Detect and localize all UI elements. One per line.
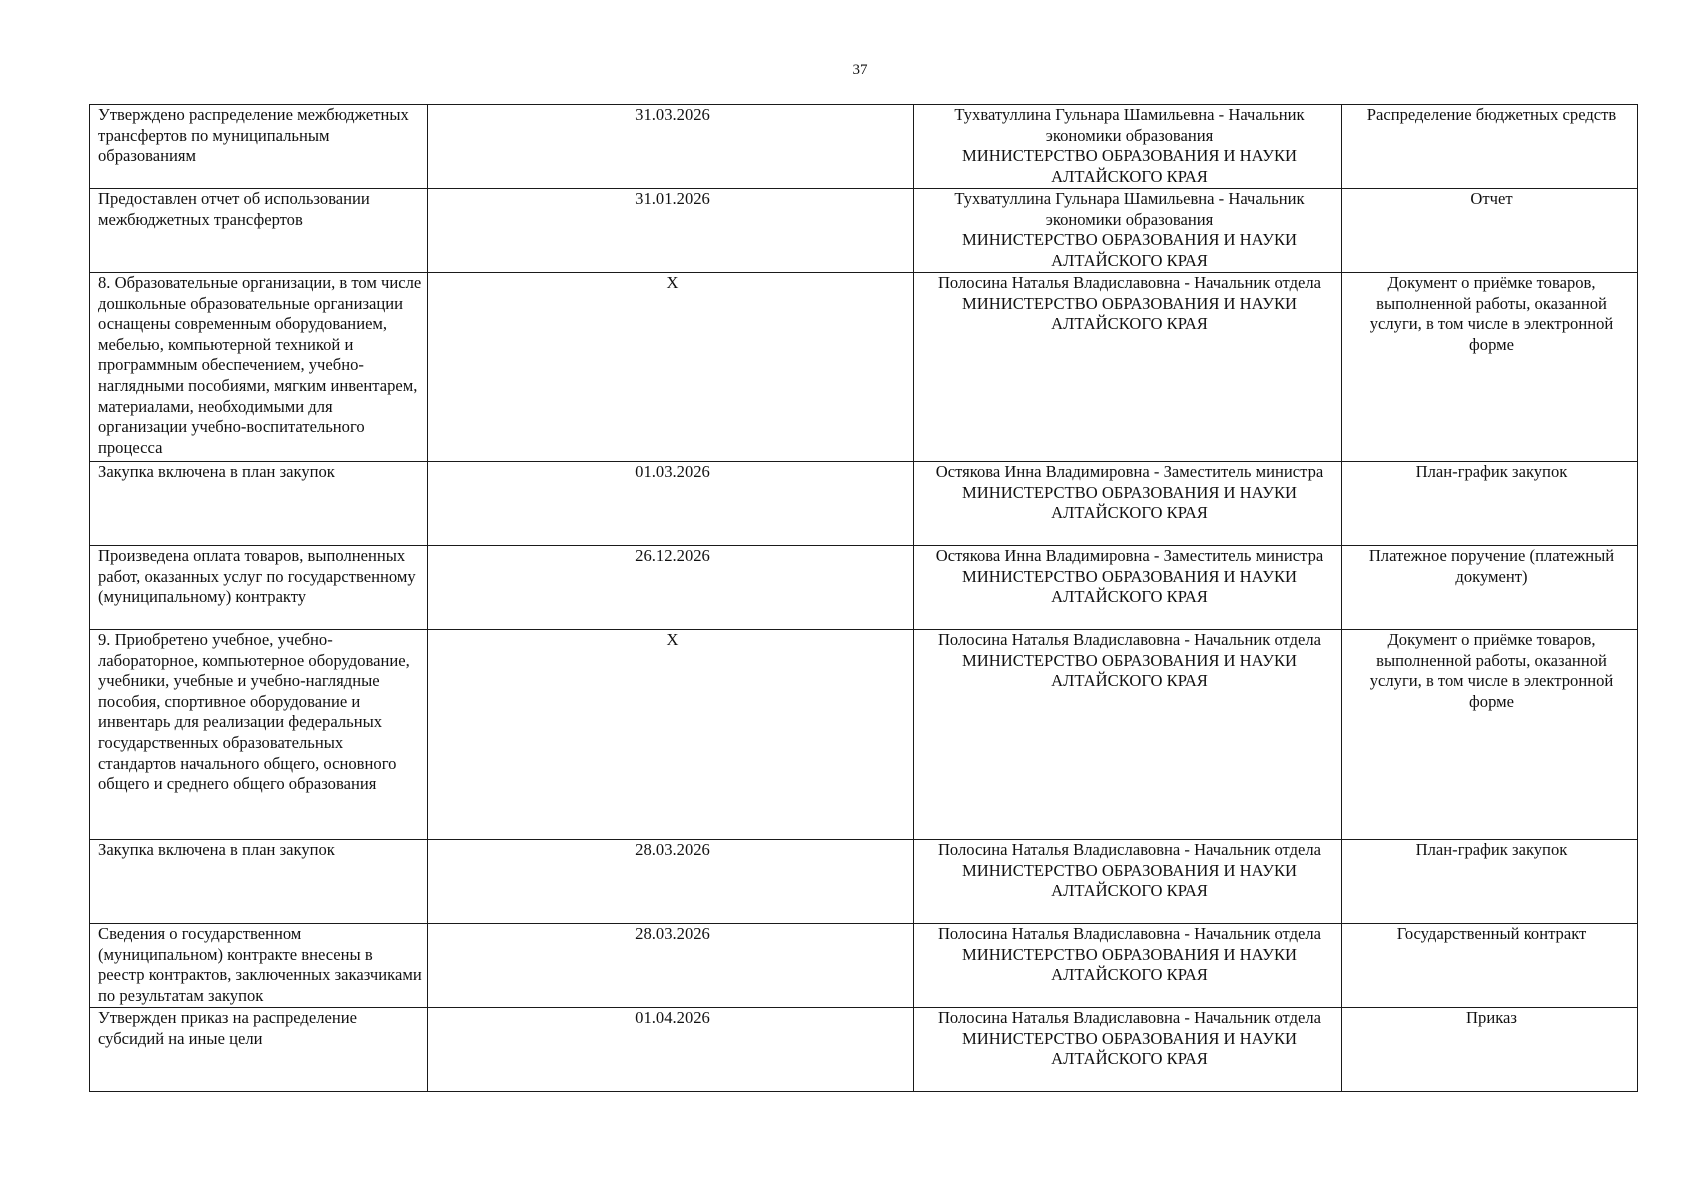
responsible-person: Полосина Наталья Владиславовна - Начальник отдела — [937, 630, 1322, 649]
document-cell: Государственный контракт — [1342, 924, 1638, 1008]
document-cell: План-график закупок — [1342, 840, 1638, 924]
event-cell: Предоставлен отчет об использовании межбюджетных трансфертов — [90, 189, 428, 273]
responsible-person: Остякова Инна Владимировна - Заместитель министра — [935, 462, 1324, 481]
responsible-organization: МИНИСТЕРСТВО ОБРАЗОВАНИЯ И НАУКИ АЛТАЙСКОГО КРАЯ — [962, 482, 1297, 523]
event-cell: Закупка включена в план закупок — [90, 840, 428, 924]
table-row — [90, 1008, 1638, 1092]
document-cell: Документ о приёмке товаров, выполненной работы, оказанной услуги, в том числе в электронной форме — [1342, 630, 1638, 840]
table-row — [90, 189, 1638, 273]
responsible-organization: МИНИСТЕРСТВО ОБРАЗОВАНИЯ И НАУКИ АЛТАЙСКОГО КРАЯ — [962, 293, 1297, 334]
responsible-organization: МИНИСТЕРСТВО ОБРАЗОВАНИЯ И НАУКИ АЛТАЙСКОГО КРАЯ — [962, 146, 1297, 186]
page-number: 37 — [852, 62, 868, 78]
event-cell: 9. Приобретено учебное, учебно-лабораторное, компьютерное оборудование, учебники, учебные и учебно-наглядные пособия, спортивное оборудование и инвентарь для реализации федеральных государственных образовательных стандартов начального общего, основного общего и среднего общего образования — [90, 630, 428, 840]
table-row — [90, 924, 1638, 1008]
responsible-organization: МИНИСТЕРСТВО ОБРАЗОВАНИЯ И НАУКИ АЛТАЙСКОГО КРАЯ — [962, 860, 1297, 901]
responsible-cell — [914, 630, 1342, 840]
responsible-cell — [914, 273, 1342, 462]
responsible-cell — [914, 105, 1342, 189]
responsible-organization: МИНИСТЕРСТВО ОБРАЗОВАНИЯ И НАУКИ АЛТАЙСКОГО КРАЯ — [962, 944, 1297, 985]
responsible-organization: МИНИСТЕРСТВО ОБРАЗОВАНИЯ И НАУКИ АЛТАЙСКОГО КРАЯ — [962, 230, 1297, 270]
date-cell: 31.03.2026 — [428, 105, 914, 189]
document-cell: План-график закупок — [1342, 462, 1638, 546]
responsible-cell — [914, 546, 1342, 630]
responsible-person: Тухватуллина Гульнара Шамильевна - Начальник экономики образования — [954, 189, 1305, 229]
responsible-cell — [914, 189, 1342, 273]
responsible-person: Полосина Наталья Владиславовна - Начальник отдела — [937, 1008, 1322, 1027]
event-cell: Утвержден приказ на распределение субсидий на иные цели — [90, 1008, 428, 1092]
table-row — [90, 273, 1638, 462]
responsible-person: Тухватуллина Гульнара Шамильевна - Начальник экономики образования — [954, 105, 1305, 145]
responsible-person: Полосина Наталья Владиславовна - Начальник отдела — [937, 924, 1322, 943]
responsible-cell — [914, 462, 1342, 546]
document-cell: Приказ — [1342, 1008, 1638, 1092]
date-cell: 28.03.2026 — [428, 840, 914, 924]
responsible-person: Полосина Наталья Владиславовна - Начальник отдела — [937, 840, 1322, 859]
table-row — [90, 546, 1638, 630]
table-row — [90, 462, 1638, 546]
date-cell: 28.03.2026 — [428, 924, 914, 1008]
date-cell: 26.12.2026 — [428, 546, 914, 630]
responsible-organization: МИНИСТЕРСТВО ОБРАЗОВАНИЯ И НАУКИ АЛТАЙСКОГО КРАЯ — [962, 1028, 1297, 1069]
responsible-cell — [914, 840, 1342, 924]
event-cell: Произведена оплата товаров, выполненных работ, оказанных услуг по государственному (муниципальному) контракту — [90, 546, 428, 630]
event-cell: Сведения о государственном (муниципальном) контракте внесены в реестр контрактов, заключенных заказчиками по результатам закупок — [90, 924, 428, 1008]
date-cell: X — [428, 630, 914, 840]
responsible-cell — [914, 924, 1342, 1008]
table-row — [90, 630, 1638, 840]
document-cell: Платежное поручение (платежный документ) — [1342, 546, 1638, 630]
table-row — [90, 840, 1638, 924]
responsible-person: Полосина Наталья Владиславовна - Начальник отдела — [937, 273, 1322, 292]
date-cell: X — [428, 273, 914, 462]
date-cell: 01.03.2026 — [428, 462, 914, 546]
date-cell: 31.01.2026 — [428, 189, 914, 273]
responsible-organization: МИНИСТЕРСТВО ОБРАЗОВАНИЯ И НАУКИ АЛТАЙСКОГО КРАЯ — [962, 566, 1297, 607]
event-cell: 8. Образовательные организации, в том числе дошкольные образовательные организации оснащены современным оборудованием, мебелью, компьютерной техникой и программным обеспечением, учебно-наглядными пособиями, мягким инвентарем, материалами, необходимыми для организации учебно-воспитательного процесса — [90, 273, 428, 462]
event-cell: Закупка включена в план закупок — [90, 462, 428, 546]
document-cell: Распределение бюджетных средств — [1342, 105, 1638, 189]
plan-table — [89, 104, 1638, 1092]
date-cell: 01.04.2026 — [428, 1008, 914, 1092]
document-cell: Документ о приёмке товаров, выполненной работы, оказанной услуги, в том числе в электронной форме — [1342, 273, 1638, 462]
responsible-cell — [914, 1008, 1342, 1092]
document-cell: Отчет — [1342, 189, 1638, 273]
responsible-person: Остякова Инна Владимировна - Заместитель министра — [935, 546, 1324, 565]
event-cell: Утверждено распределение межбюджетных трансфертов по муниципальным образованиям — [90, 105, 428, 189]
table-row — [90, 105, 1638, 189]
responsible-organization: МИНИСТЕРСТВО ОБРАЗОВАНИЯ И НАУКИ АЛТАЙСКОГО КРАЯ — [962, 650, 1297, 691]
